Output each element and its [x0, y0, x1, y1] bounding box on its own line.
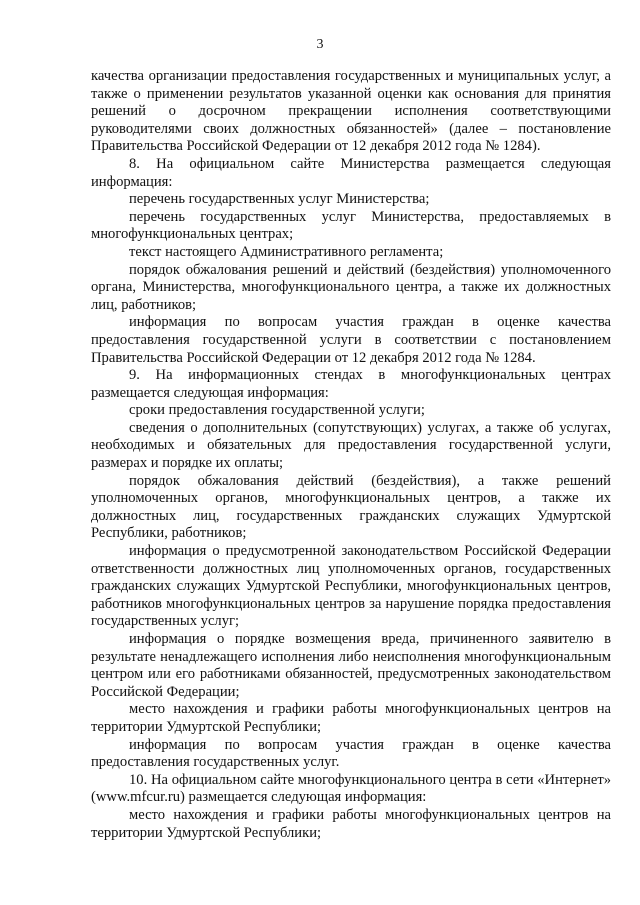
page-number: 3	[316, 37, 324, 52]
list-item: место нахождения и графики работы многофункциональных центров на территории Удмуртской Республики;	[91, 806, 611, 841]
paragraph-continuation: качества организации предоставления государственных и муниципальных услуг, а также о применении результатов указанной оценки как основания для принятия решений о досрочном прекращении исполнения соответствующими руководителями своих должностных обязанностей» (далее – постановление Правительства Российской Федерации от 12 декабря 2012 года № 1284).	[91, 68, 611, 155]
list-item: информация по вопросам участия граждан в оценке качества предоставления государственной услуги в соответствии с постановлением Правительства Российской Федерации от 12 декабря 2012 года № 1284.	[91, 314, 611, 366]
paragraph-item-9: 9. На информационных стендах в многофункциональных центрах размещается следующая информация:	[91, 367, 611, 401]
list-item: сроки предоставления государственной услуги;	[129, 402, 425, 419]
list-item: информация о порядке возмещения вреда, причиненного заявителю в результате ненадлежащего исполнения либо неисполнения многофункциональным центром или его работниками обязанностей, предусмотренных законодательством Российской Федерации;	[91, 631, 611, 700]
list-item: информация по вопросам участия граждан в оценке качества предоставления государственных услуг.	[91, 736, 611, 771]
list-item: текст настоящего Административного регламента;	[129, 243, 444, 260]
list-item: место нахождения и графики работы многофункциональных центров на территории Удмуртской Республики;	[91, 701, 611, 735]
paragraph-item-8: 8. На официальном сайте Министерства размещается следующая информация:	[91, 155, 611, 190]
list-item: перечень государственных услуг Министерства;	[129, 191, 430, 208]
paragraph-item-10: 10. На официальном сайте многофункционального центра в сети «Интернет» (www.mfcur.ru) размещается следующая информация:	[91, 771, 611, 806]
list-item: перечень государственных услуг Министерства, предоставляемых в многофункциональных центрах;	[91, 208, 611, 243]
list-item: информация о предусмотренной законодательством Российской Федерации ответственности должностных лиц уполномоченных органов, государственных гражданских служащих Удмуртской Республики, многофункциональных центров, работников многофункциональных центров за нарушение порядка предоставления государственных услуг;	[91, 543, 611, 630]
document-body	[91, 68, 611, 842]
list-item: порядок обжалования действий (бездействия), а также решений уполномоченных органов, многофункциональных центров, а также их должностных лиц, государственных гражданских служащих Удмуртской Республики, работников;	[91, 472, 611, 542]
list-item: порядок обжалования решений и действий (бездействия) уполномоченного органа, Министерства, многофункционального центра, а также их должностных лиц, работников;	[91, 261, 611, 313]
list-item: сведения о дополнительных (сопутствующих) услугах, а также об услугах, необходимых и обязательных для предоставления государственной услуги, размерах и порядке их оплаты;	[91, 419, 611, 472]
